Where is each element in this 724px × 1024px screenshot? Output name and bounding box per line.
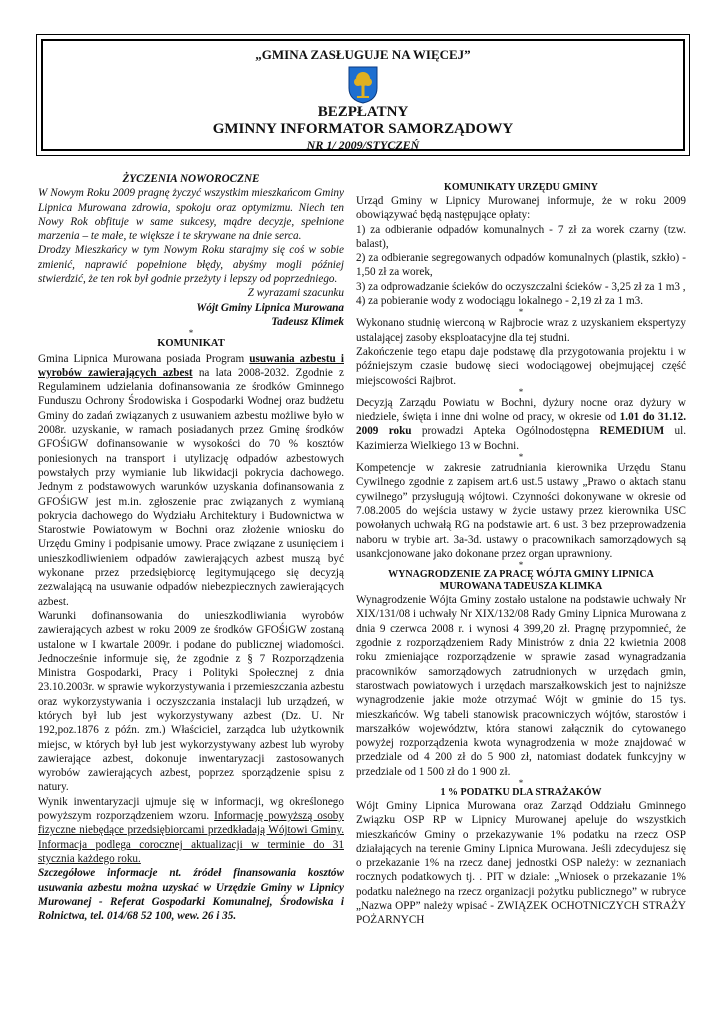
wishes-title: ŻYCZENIA NOWOROCZNE — [122, 173, 260, 185]
masthead-frame — [36, 34, 690, 156]
masthead — [41, 39, 685, 151]
komunikat-paragraph-3 — [38, 795, 344, 866]
komunikat-text: na lata 2008-2032. Zgodnie z Regulaminem udzielania dofinansowania ze środków Gminnego Funduszu Ochrony Środowiska i Gospodarki Wodnej oraz budżetu Gminy do zadań związanych z usuwaniem azbestu możliwe było w 2008r. uzyskanie, w ramach posiadanych przez Gminę środków GFOŚiGW dofinansowanie w wysokości do 70 % kosztów poniesionych na transport i utylizację odpadów azbestowych powstałych przy wymianie lub likwidacji pokrycia dachowego. Jednym z podstawowych warunków uzyskania dofinansowania z GFOŚiGW jest m.in. zgłoszenie prac związanych z wymianą pokrycia dachowego do Wydziału Architektury i Budownictwa w Starostwie Powiatowym w Bochni oraz złożenie wniosku do Urzędu Gminy i podpisanie umowy. Prace związane z usunięciem i unieszkodliwieniem odpadów zawierających azbest muszą być wykonane przez przedsiębiorcę legitymującego się decyzją zezwalającą na usuwanie odpadów niebezpiecznych zawierających azbest. — [38, 366, 344, 608]
fees-intro: Urząd Gminy w Lipnicy Murowanej informuje, że w roku 2009 obowiązywać będą następujące opłaty: — [356, 195, 686, 222]
pharmacy-paragraph — [356, 396, 686, 453]
pharmacy-address: ul. Kazimierza Wielkiego 13 w Bochni. — [356, 425, 686, 452]
komunikat-paragraph-1 — [38, 352, 344, 609]
separator-star: * — [188, 328, 194, 339]
inventory-deadline-note: Informację powyższą osoby fizyczne niebędące przedsiębiorcami przedkładają Wójtowi Gminy. Informacja podlega corocznej aktualizacji w terminie do 31 stycznia każdego roku. — [38, 810, 344, 865]
separator-star: * — [518, 386, 524, 397]
right-column — [356, 172, 686, 928]
komunikat-text: Gmina Lipnica Murowana posiada Program — [38, 352, 250, 365]
komunikat-title: KOMUNIKAT — [157, 338, 225, 350]
wishes-paragraph-1: W Nowym Roku 2009 pragnę życzyć wszystkim mieszkańcom Gminy Lipnica Murowana zdrowia, spokoju oraz optymizmu. Niech ten Nowy Rok obfituje w same sukcesy, mądre decyzje, spełnione marzenia – te małe, te większe i te skrywane na dnie serca. — [38, 187, 344, 243]
komunikat-text: Wynik inwentaryzacji ujmuje się w informacji, wg określonego powyższym rozporządzeniem wzoru. — [38, 795, 344, 823]
masthead-motto: „GMINA ZASŁUGUJE NA WIĘCEJ” — [255, 47, 471, 62]
salary-title-line1: WYNAGRODZENIE ZA PRACĘ WÓJTA GMINY LIPNICA — [388, 569, 654, 581]
publication-title-line1: BEZPŁATNY — [317, 104, 409, 120]
separator-star: * — [518, 307, 524, 318]
well-paragraph-2: Zakończenie tego etapu daje podstawę dla przygotowania projektu i w późniejszym czasie budowę sieci wodociągowej obejmującej część miejscowości Rajbrot. — [356, 345, 686, 387]
fee-item: 1) za odbieranie odpadów komunalnych - 7 zł za worek czarny (tzw. balast), — [356, 223, 686, 250]
komunikat-contact-info: Szczegółowe informacje nt. źródeł finansowania kosztów usuwania azbestu można uzyskać w Urzędzie Gminy w Lipnicy Murowanej - Referat Gospodarki Komunalnej, Środowiska i Rolnictwa, tel. 014/68 52 100, wew. 26 i 35. — [38, 867, 344, 923]
separator-star: * — [518, 560, 524, 571]
salary-title-line2: MUROWANA TADEUSZA KLIMKA — [439, 581, 603, 593]
issue-number: NR 1/ 2009/STYCZEŃ — [306, 138, 420, 152]
fees-title: KOMUNIKATY URZĘDU GMINY — [444, 182, 598, 193]
left-column — [38, 172, 344, 923]
tax-paragraph: Wójt Gminy Lipnica Murowana oraz Zarząd Oddziału Gminnego Związku OSP RP w Lipnicy Murowanej apeluje do wszystkich mieszkańców Gminy o przekazywanie 1% podatku na rzecz OSP działających na terenie Gminy Lipnica Murowana. Jeśli zdecydujesz się o przekazanie 1% na rzecz danej jednostki OSP należy: w zeznaniach rocznych podatkowych tj. . PIT w dziale: „Wniosek o przekazanie 1% podatku należnego na rzecz organizacji pożytku publicznego” w rubryce „Nazwa OPP” należy wpisać - ZWIĄZEK OCHOTNICZYCH STRAŻY POŻARNYCH — [356, 799, 686, 927]
pharmacy-text: Decyzją Zarządu Powiatu w Bochni, dyżury nocne oraz dyżury w niedziele, święta i inne dni wolne od pracy, w okresie od — [356, 396, 686, 424]
fee-item: 4) za pobieranie wody z wodociągu lokalnego - 2,19 zł za 1 m3. — [356, 295, 644, 308]
closing-line: Z wyrazami szacunku — [247, 287, 344, 300]
tree-crest-icon — [348, 66, 378, 104]
pharmacy-text: prowadzi Apteka Ogólnodostępna — [411, 425, 600, 438]
separator-star: * — [518, 452, 524, 463]
pharmacy-name: REMEDIUM — [599, 425, 665, 438]
pharmacy-dates: 1.01 do 31.12. 2009 roku — [356, 411, 686, 438]
separator-star: * — [518, 777, 524, 788]
signature-title: Wójt Gminy Lipnica Murowana — [196, 301, 344, 314]
fee-item: 3) za odprowadzanie ścieków do oczyszczalni ścieków - 3,25 zł za 1 m3 , — [356, 280, 686, 293]
fee-item: 2) za odbieranie segregowanych odpadów komunalnych (plastik, szkło) - 1,50 zł za worek, — [356, 252, 686, 279]
usc-paragraph: Kompetencje w zakresie zatrudniania kierownika Urzędu Stanu Cywilnego zgodnie z zapisem art.6 ust.5 ustawy „Prawo o aktach stanu cywilnego” przysługują wójtowi. Czynności dokonywane w okresie od 7.08.2005 do wejścia ustawy w życie ustawy przez kierownika USC powołanych uchwałą RG na podstawie art. 6 ust. 3 bez przeprowadzenia naboru w trybie art. 3a-3d. ustawy o pracownikach samorządowych są usankcjonowane jako dokonane przez organ uprawniony. — [356, 462, 686, 560]
komunikat-paragraph-2: Warunki dofinansowania do unieszkodliwiania wyrobów zawierających azbest w roku 2009 ze środków GFOŚiGW zostaną ustalone w I kwartale 2009r. i podane do publicznej wiadomości. Jednocześnie informuje się, że zgodnie z § 7 Rozporządzenia Ministra Gospodarki, Pracy i Polityki Społecznej z dnia 23.10.2003r. w sprawie wykorzystywania i przemieszczania azbestu oraz wykorzystywania i oczyszczania instalacji lub urządzeń, w których był lub jest wykorzystywany azbest (Dz. U. Nr 192,poz.1876 z późn. zm.) Właściciel, zarządca lub użytkownik miejsc, w których był lub jest wykorzystywany azbest lub wyroby zawierające azbest, dokonuje inwentaryzacji zastosowanych wyrobów zawierających azbest, poprzez sporządzenie spisu z natury. — [38, 609, 344, 794]
tax-title: 1 % PODATKU DLA STRAŻAKÓW — [440, 786, 602, 798]
well-paragraph-1: Wykonano studnię wierconą w Rajbrocie wraz z uzyskaniem ekspertyzy ustalającej zasoby eksploatacyjne dla tej studni. — [356, 317, 686, 344]
asbestus-program-title: usuwania azbestu i wyrobów zawierających azbest — [38, 352, 344, 379]
publication-title-line2: GMINNY INFORMATOR SAMORZĄDOWY — [212, 121, 514, 137]
signature-name: Tadeusz Klimek — [271, 315, 344, 328]
salary-paragraph: Wynagrodzenie Wójta Gminy zostało ustalone na podstawie uchwały Nr XIX/131/08 i uchwały Nr XIX/132/08 Rady Gminy Lipnica Murowana z dnia 9 czerwca 2008 r. i wynosi 4 399,20 zł. Pragnę przypomnieć, że zgodnie z rozporządzeniem Rady Ministrów z dnia 22 kwietnia 2008 roku zmieniające rozporządzenie w sprawie zasad wynagradzania pracowników samorządowych zatrudnionych w urzędach gmin, starostwach powiatowych i urzędach marszałkowskich jest to najniższe wynagrodzenie jakie może otrzymać Wójt w gminie do 15 tys. mieszkańców. Wg tabeli stanowisk pracowniczych wójtów, starostów i marszałków województw, która stanowi załącznik do cytowanego powyżej rozporządzenia kwota wynagrodzenia w może znajdować w przedziale od 4 200 zł do 5 900 zł, natomiast dodatek funkcyjny w przedziale od 1 500 zł do 1 900 zł. — [356, 594, 686, 778]
wishes-paragraph-2: Drodzy Mieszkańcy w tym Nowym Roku starajmy się coś w sobie zmienić, naprawić popełnione błędy, abyśmy mogli później stwierdzić, że ten rok był godnie przeżyty i lepszy od poprzedniego. — [38, 244, 344, 286]
